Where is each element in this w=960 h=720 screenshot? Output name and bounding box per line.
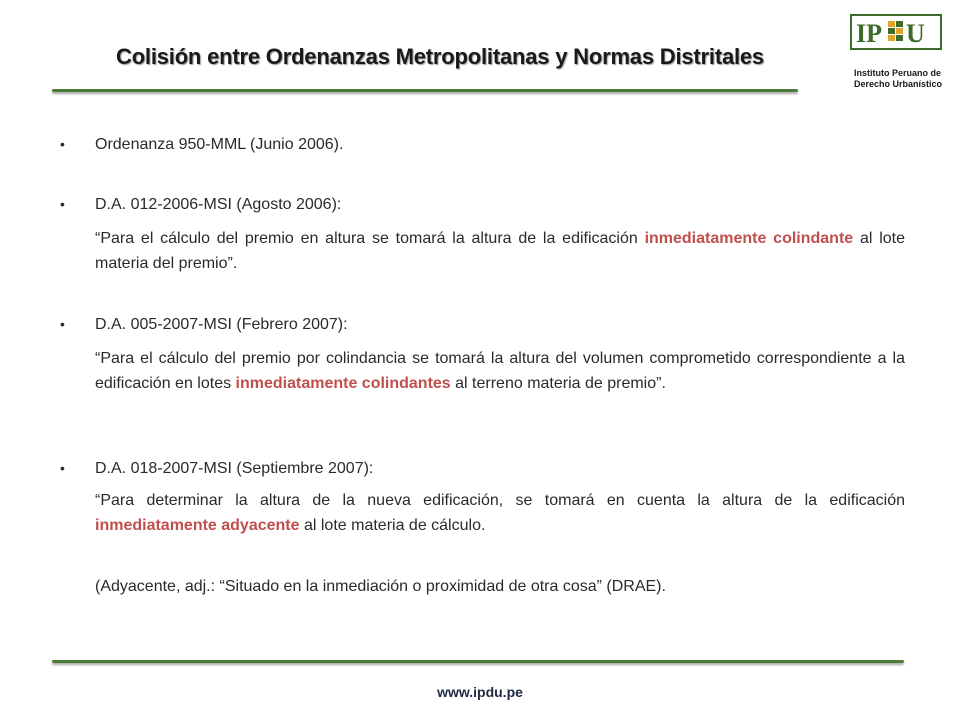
ipdu-logo-name bbox=[854, 68, 942, 90]
footer-url[interactable]: www.ipdu.pe bbox=[437, 684, 523, 700]
bullet: • bbox=[60, 136, 65, 152]
item-quote bbox=[95, 488, 905, 538]
title-underline bbox=[52, 89, 798, 92]
bullet: • bbox=[60, 316, 65, 332]
svg-text:U: U bbox=[906, 19, 925, 48]
item-quote bbox=[95, 346, 905, 396]
ipdu-logo-name-line2: Derecho Urbanístico bbox=[854, 79, 943, 89]
ipdu-logo-name-line1: Instituto Peruano de bbox=[854, 68, 942, 78]
item-label: D.A. 018-2007-MSI (Septiembre 2007): bbox=[95, 460, 374, 477]
quote-text: “Para el cálculo del premio en altura se tomará la altura de la edificación bbox=[95, 230, 645, 247]
item-note: (Adyacente, adj.: “Situado en la inmediación o proximidad de otra cosa” (DRAE). bbox=[95, 578, 666, 595]
quote-highlight: inmediatamente adyacente bbox=[95, 517, 300, 534]
footer-underline bbox=[52, 660, 904, 663]
quote-text: al lote materia del premio”. bbox=[95, 230, 906, 272]
quote-text: al terreno materia de premio”. bbox=[450, 375, 666, 392]
ipdu-logo bbox=[850, 14, 944, 100]
quote-highlight: inmediatamente colindantes bbox=[235, 375, 451, 392]
slide-title: Colisión entre Ordenanzas Metropolitanas y Normas Distritales bbox=[116, 44, 764, 69]
item-label: Ordenanza 950-MML (Junio 2006). bbox=[95, 136, 344, 153]
quote-text: “Para el cálculo del premio por colindancia se tomará la altura del volumen comprometido correspondiente a la edificación en lotes bbox=[95, 350, 905, 392]
quote-highlight: inmediatamente colindante bbox=[644, 230, 854, 247]
svg-text:IP: IP bbox=[856, 19, 882, 48]
item-label: D.A. 005-2007-MSI (Febrero 2007): bbox=[95, 316, 348, 333]
bullet: • bbox=[60, 460, 65, 476]
ipdu-logo-mark bbox=[850, 14, 942, 50]
item-quote bbox=[95, 226, 905, 276]
quote-text: “Para determinar la altura de la nueva edificación, se tomará en cuenta la altura de la edificación bbox=[95, 492, 905, 509]
item-label: D.A. 012-2006-MSI (Agosto 2006): bbox=[95, 196, 342, 213]
quote-text: al lote materia de cálculo. bbox=[299, 517, 486, 534]
bullet: • bbox=[60, 196, 65, 212]
